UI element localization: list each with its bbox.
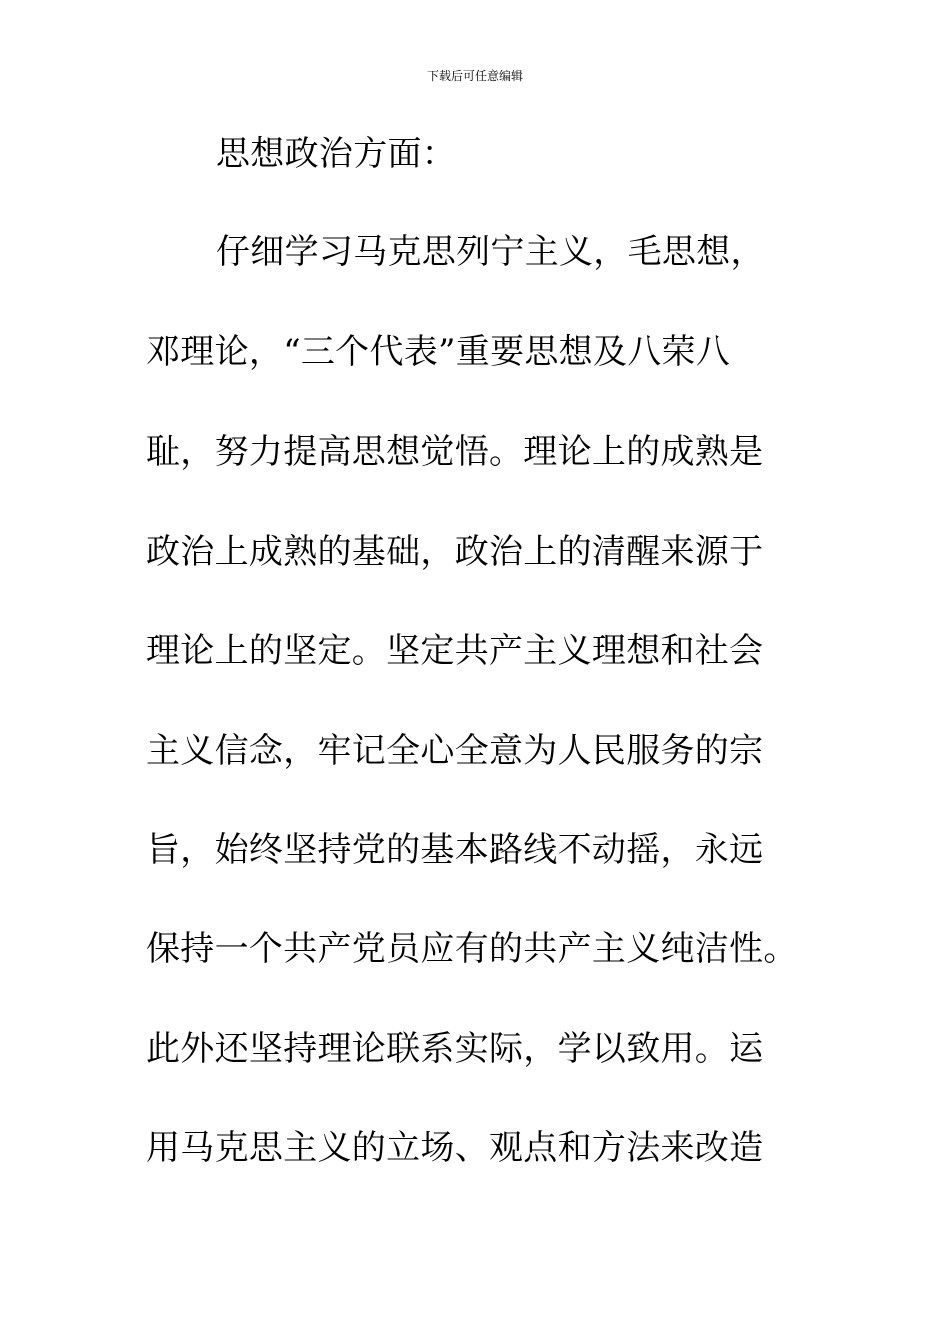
- paragraph-line-6: 主义信念，牢记全心全意为人民服务的宗: [146, 731, 764, 771]
- paragraph-line-1: 仔细学习马克思列宁主义，毛思想，: [216, 232, 765, 272]
- section-heading: 思想政治方面：: [216, 134, 457, 174]
- paragraph-line-5: 理论上的坚定。坚定共产主义理想和社会: [146, 631, 764, 671]
- paragraph-line-8: 保持一个共产党员应有的共产主义纯洁性。: [146, 929, 798, 969]
- paragraph-line-2: 邓理论，“三个代表”重要思想及八荣八: [146, 332, 731, 372]
- paragraph-line-4: 政治上成熟的基础，政治上的清醒来源于: [146, 532, 764, 572]
- paragraph-line-10: 用马克思主义的立场、观点和方法来改造: [146, 1128, 764, 1168]
- paragraph-line-9: 此外还坚持理论联系实际，学以致用。运: [146, 1029, 764, 1069]
- page-header: 下载后可任意编辑: [426, 69, 523, 83]
- paragraph-line-7: 旨，始终坚持党的基本路线不动摇，永远: [146, 830, 764, 870]
- paragraph-line-3: 耻，努力提高思想觉悟。理论上的成熟是: [146, 432, 764, 472]
